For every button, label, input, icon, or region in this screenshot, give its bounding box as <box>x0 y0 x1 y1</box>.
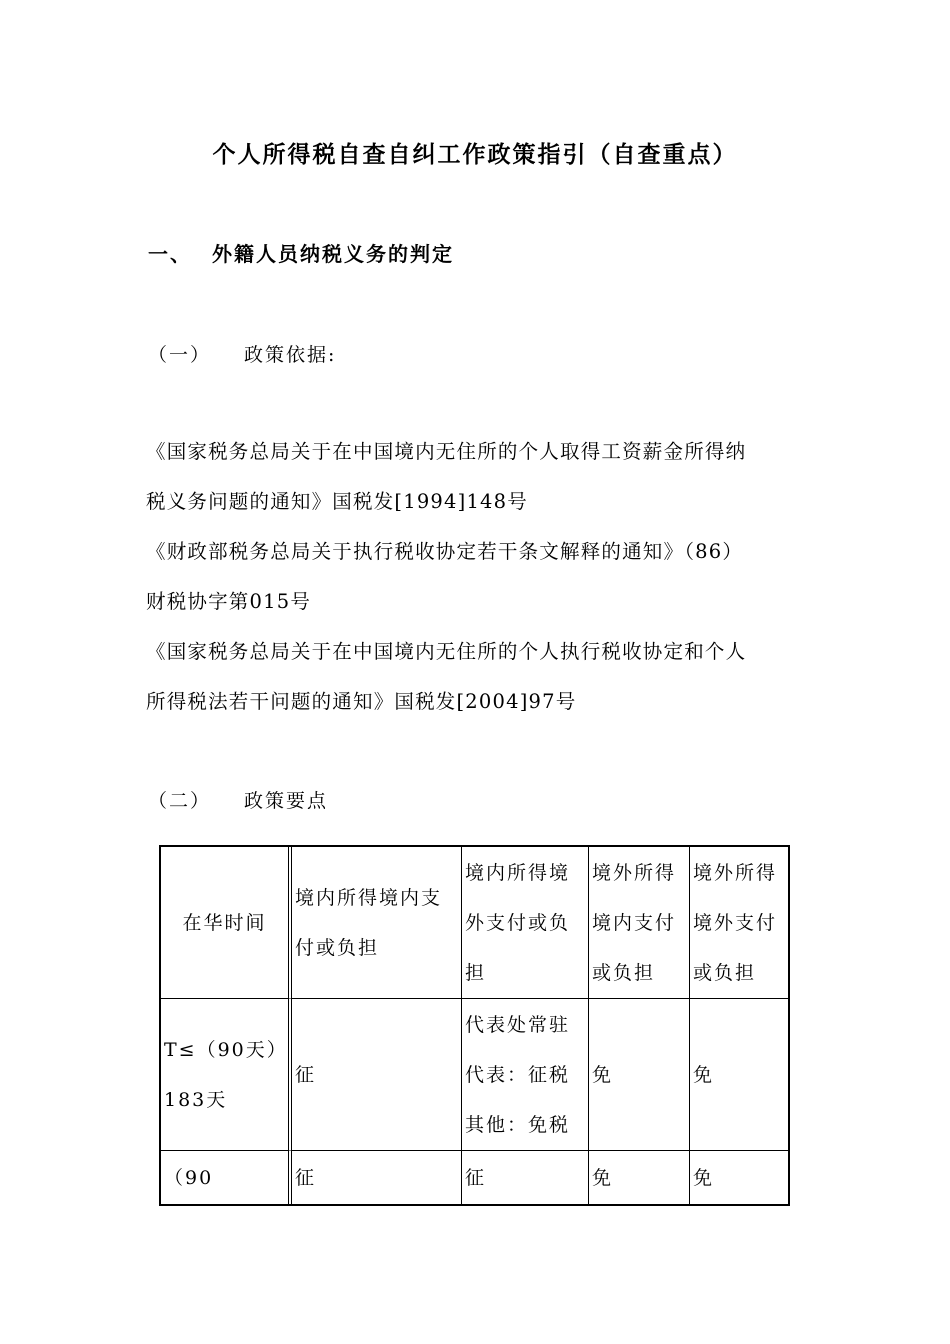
table-row <box>161 999 788 1151</box>
table-header-row <box>161 847 788 999</box>
table-cell: 免 <box>690 999 788 1151</box>
section-number: 一、 <box>148 242 192 266</box>
subsection-number: （二） <box>148 790 212 812</box>
subsection-title: 政策要点 <box>244 790 329 812</box>
reference-line: 所得税法若干问题的通知》国税发[2004]97号 <box>146 690 577 713</box>
reference-line: 《财政部税务总局关于执行税收协定若干条文解释的通知》（86） <box>146 540 744 563</box>
table-cell: 征 <box>292 999 462 1151</box>
subsection-heading-policy-basis <box>148 340 336 367</box>
section-title: 外籍人员纳税义务的判定 <box>212 242 454 266</box>
table-cell: 免 <box>589 999 690 1151</box>
table-header-cell: 境内所得境外支付或负担 <box>462 847 589 999</box>
table-header-cell: 境外所得境内支付或负担 <box>589 847 690 999</box>
document-title: 个人所得税自查自纠工作政策指引（自查重点） <box>212 141 738 168</box>
table-cell: 免 <box>693 1166 715 1189</box>
reference-line: 税义务问题的通知》国税发[1994]148号 <box>146 490 528 513</box>
subsection-heading-policy-points <box>148 786 328 813</box>
table-cell: （90 <box>161 1151 292 1204</box>
table-header-cell: 在华时间 <box>161 847 292 999</box>
table-header-cell: 境外所得境外支付或负担 <box>690 847 788 999</box>
reference-line: 《国家税务总局关于在中国境内无住所的个人取得工资薪金所得纳 <box>146 440 747 463</box>
section-heading <box>148 238 454 267</box>
table-cell: 征 <box>292 1151 462 1204</box>
table-row <box>161 1151 788 1204</box>
table-header-cell: 境内所得境内支付或负担 <box>292 847 462 999</box>
reference-line: 《国家税务总局关于在中国境内无住所的个人执行税收协定和个人 <box>146 640 747 663</box>
reference-line: 财税协字第015号 <box>146 590 312 613</box>
subsection-number: （一） <box>148 344 212 366</box>
table-cell: T≤（90天）183天 <box>161 999 292 1151</box>
table-cell: 免 <box>589 1151 690 1204</box>
policy-table <box>159 845 790 1206</box>
table-cell: 征 <box>462 1151 589 1204</box>
subsection-title: 政策依据: <box>244 344 337 366</box>
table-cell: 代表处常驻代表：征税其他：免税 <box>462 999 589 1151</box>
